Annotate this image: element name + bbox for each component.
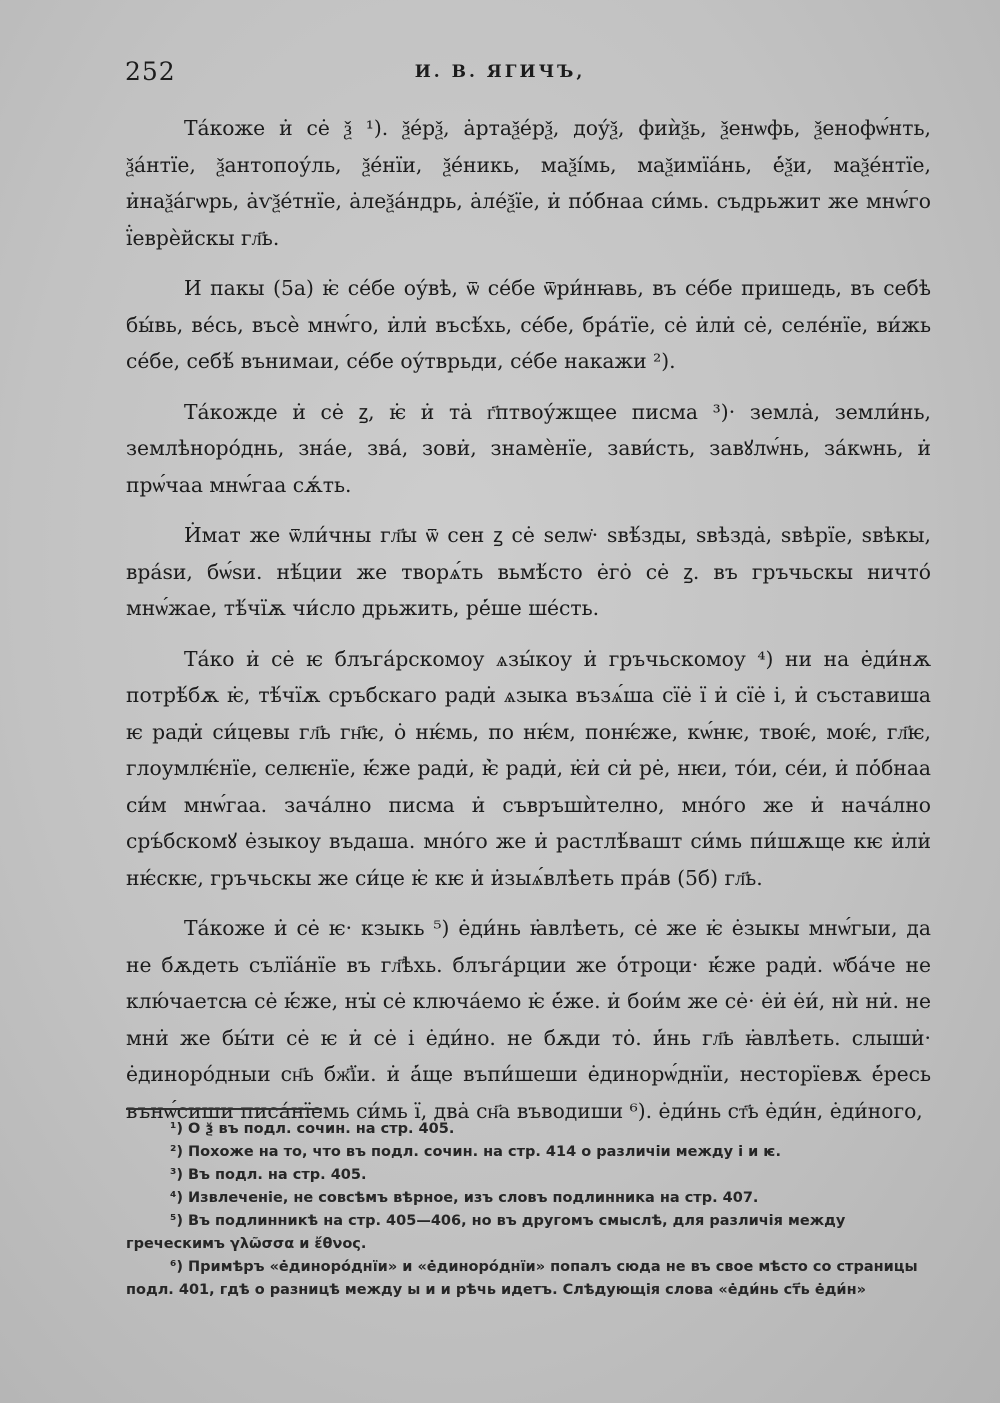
footnote [126,1164,926,1187]
footnote [126,1187,926,1210]
footnote-mark: ²) [170,1144,183,1160]
footnote-separator [126,1108,322,1110]
footnote-text: О ѯ въ подл. сочин. на стр. 405. [188,1121,455,1137]
paragraph: Та́кожде и̇ се̇ ꙁ, ѥ̇ и̇ та̇ г҃птвоу́жщее писма ³)· земла̇, земли́нь, землѣноро́днь, зна́е, зва́, зови̇, знамѐнїе, зави́сть, завꙋлѡ́нь, за́кѡнь, и̇ прѡ́чаа мнѡ́гаа сѫ́ть. [126,399,931,497]
footnote [126,1256,926,1302]
footnote-text: Похоже на то, что въ подл. сочин. на стр. 414 о различiи между і и ѥ. [188,1144,781,1160]
paragraph: Та́коже и̇ се̇ ѥ· кзыкь ⁵) е̇ди́нь ꙗ̇влѣеть, се̇ же ѥ̇ е̇зыкы мнѡ́гыи, да не бѫдеть сълїа́нїе въ гл҃ѣхь. блъга́рции же о̇́троци· ѥ̇́же ради̇. ѡ̇ба́че не клю́чаетсꙗ се̇ ѥ̇́же, нꙑ̇ се̇ ключа́емо ѥ̇ е̇́же. и̇ бои́м же се̇· е̇и̇ е̇и́, нѝ ни̇. не мни̇ же бы́ти се̇ ѥ и̇ се̇ і е̇ди́но. не бѫди то̇. и̇́нь гл҃ь ꙗ̇влѣеть. слыши̇· е̇диноро́дныи сн҃ь бж҃їи. и̇ а̇́ще въпи́шеши е̇динорѡ́днїи, несторїевѫ е̇́ресь вънѡ́сиши писа́нїемь си́мь ї, два̇ сн҃а въводиши ⁶). е̇ди́нь ст҃ь е̇ди́н, е̇ди́ного, [126,916,931,1123]
footnote-text: Примѣръ «е̇диноро́днїи» и «е̇диноро́днїи» попалъ сюда не въ свое мѣсто со страницы подл. 401, гдѣ о разницѣ между ы и и рѣчь идетъ. Слѣдующiя слова «е̇ди́нь ст҃ь е̇ди́н» [126,1259,918,1298]
page-number: 252 [125,57,176,86]
paragraph: Та́коже и̇ се̇ ѯ ¹). ѯе́рѯ, а̇ртаѯе́рѯ, доу́ѯ, фиѝѯь, ѯенѡфь, ѯенофѡ́нть, ѯа́нтїе, ѯантопоу́ль, ѯе́нїи, ѯе́никь, маѯі́мь, маѯимїа́нь, е̇́ѯи, маѯе́нтїе, и̇наѯа́гѡрь, а̇ѵѯе́тнїе, а̇леѯа́ндрь, а̇ле́ѯїе, и̇ по̇́бнаа си́мь. съдрьжит же мнѡ́го ї̇еврѐйскы гл҃ь. [126,116,931,250]
footnote [126,1118,926,1141]
footnote-mark: ¹) [170,1121,183,1137]
paragraph: И пакы (5а) ѥ̇ се́бе оу́вѣ, ѿ се́бе ѿри́нꙗвь, въ се́бе пришедь, въ себѣ бы́вь, ве́сь, въсѐ мнѡ́го, и̇ли̇ въсѣ́хь, се́бе, бра́тїе, се̇ и̇ли̇ се̇, селе́нїе, ви́жь се́бе, себѣ́ вънимаи, се́бе оу́тврьди, се́бе накажи ²). [126,276,931,373]
footnote-mark: ⁴) [170,1190,183,1206]
main-text [126,110,931,1143]
footnote-text: Извлеченiе, не совсѣмъ вѣрное, изъ словъ подлинника на стр. 407. [188,1190,759,1206]
footnote [126,1210,926,1256]
footnote-mark: ³) [170,1167,183,1183]
footnote-text: Въ подлинникѣ на стр. 405—406, но въ другомъ смыслѣ, для различiя между греческимъ γλῶσσα и ἔθνος. [126,1213,846,1252]
footnote-mark: ⁶) [170,1259,183,1275]
footnote-mark: ⁵) [170,1213,183,1229]
footnote [126,1141,926,1164]
footnotes [126,1118,926,1302]
paragraph: Та́ко и̇ се̇ ѥ блъга́рскомоу ѧзы́коу и̇ гръчьскомоу ⁴) ни на е̇ди́нѫ потрѣ́бѫ ѥ̇, тѣ́чїѫ сръбскаго ради̇ ѧзыка възѧ́ша сїе̇ ї и̇ сїе̇ і, и̇ съставиша ѥ ради̇ си́цевы гл҃ь гн҃ѥ, о̇ нѥ́мь, по нѥ́м, понѥ́же, кѡ́нѥ, твоѥ́, моѥ́, гл҃ѥ, глоумлѥ́нїе, селѥнїе, ѥ̇́же ради̇, ѥ̇̀ ради̇, ѥ̇и̇ си̇ ре̇, нѥи, то́и, се́и, и̇ по̇́бнаа си́м мнѡ́гаа. зача́лно писма и̇ съвръшѝтелно, мно́го же и̇ нача́лно сръ́бскомꙋ е̇зыкоу въдаша. мно́го же и̇ растлѣ́вашт си́мь пи́шѫще кѥ и̇ли̇ нѥ́скѥ, гръчьскы же си́це ѥ̇ кѥ и̇ и̇зыѧ́влѣеть пра́в (5б) гл҃ь. [126,646,931,890]
footnote-text: Въ подл. на стр. 405. [188,1167,367,1183]
paragraph: И̇мат же ѿли́чны гл҃ы ѿ сен ꙁ се̇ ѕелѡ̇· ѕвѣ́зды, ѕвѣзда̇, ѕвѣрїе, ѕвѣкы, вра́ѕи, бѡ́ѕи. нѣ́ции же творѧ́ть вьмѣ́сто е̇го̇ се̇ ꙁ. въ гръчьскы ничто́ мнѡ́жае, тѣ́чїѫ чи́сло дрьжить, ре̇́ше ше́сть. [126,523,931,620]
running-head: И. В. ЯГИЧЪ, [414,62,586,82]
